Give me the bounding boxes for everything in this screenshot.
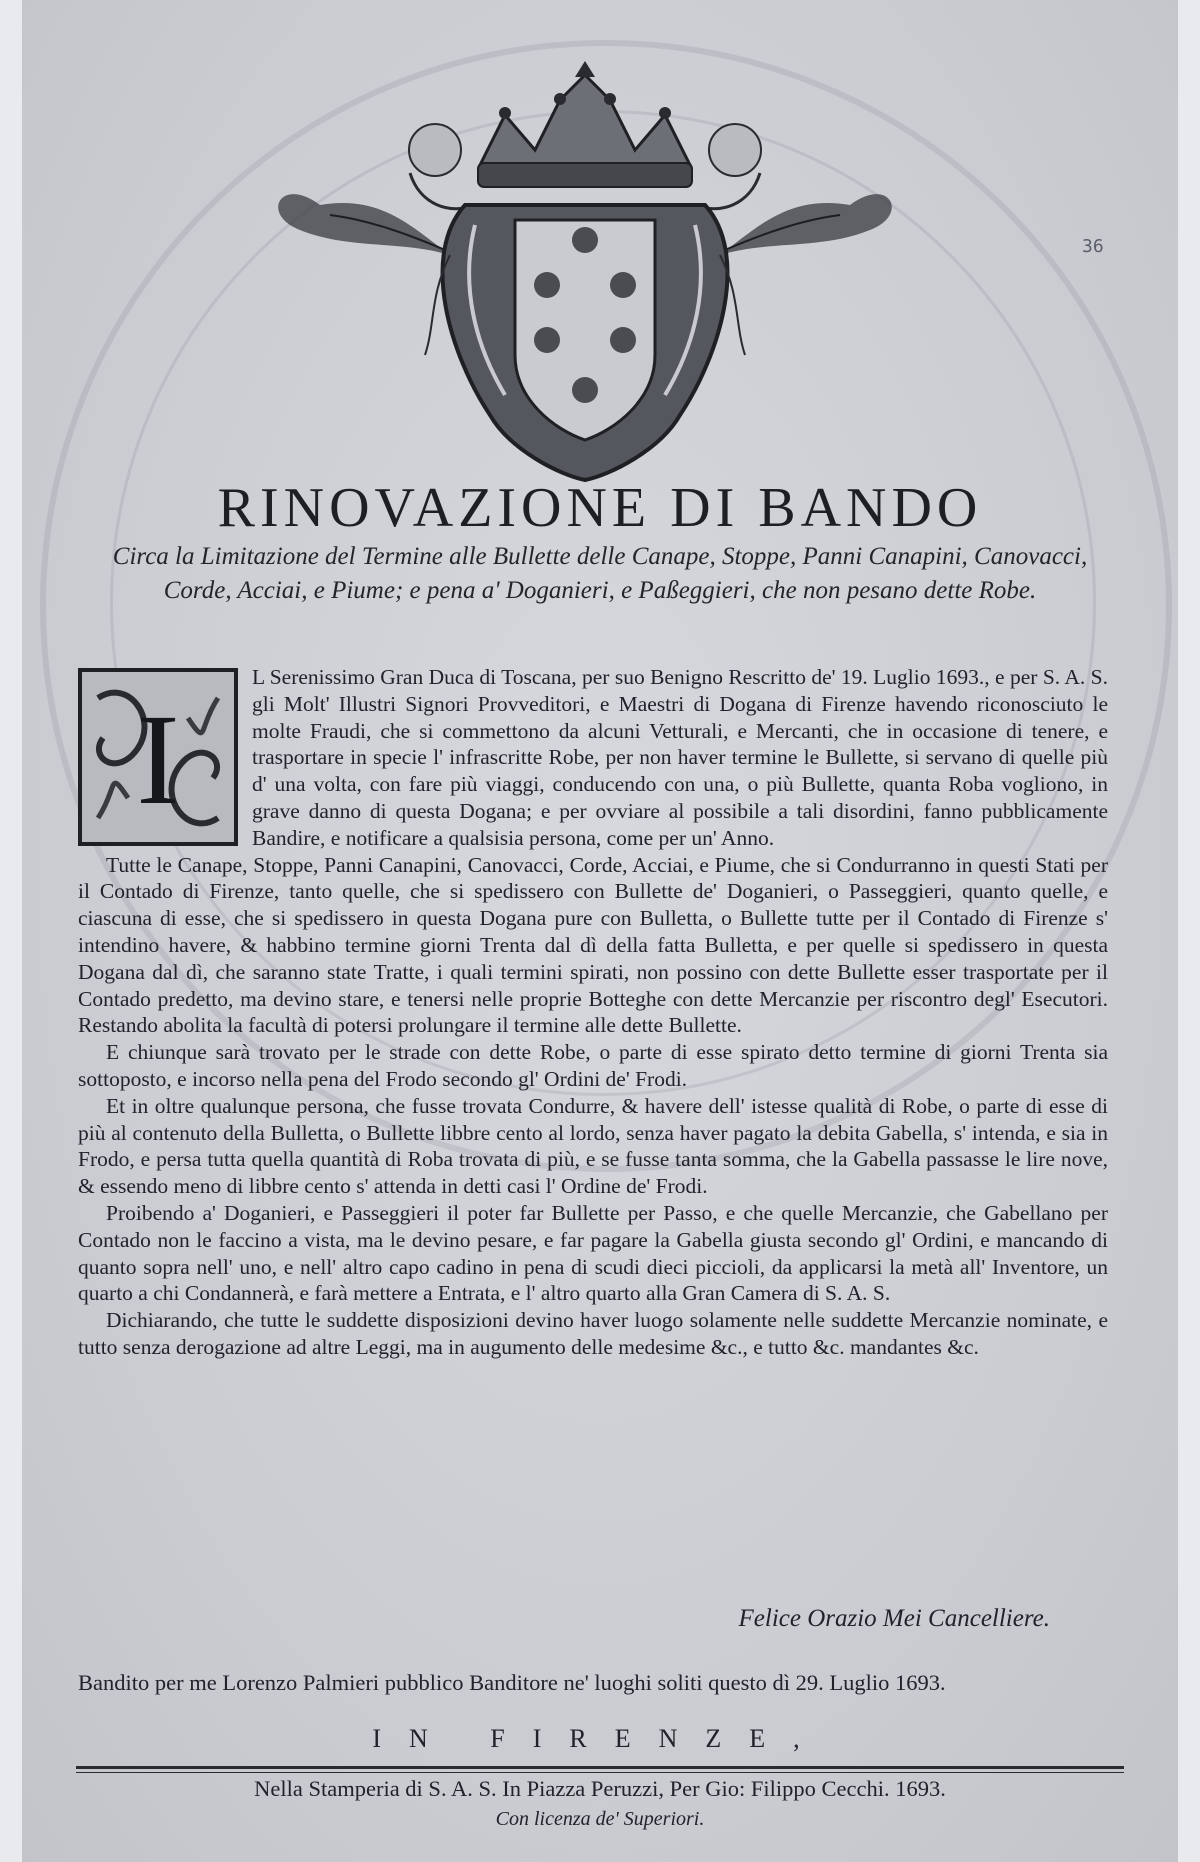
divider-rule xyxy=(76,1766,1124,1769)
paper-edge-left xyxy=(0,0,22,1862)
folio-number: 36 xyxy=(1082,236,1104,257)
paragraph-5: Proibendo a' Doganieri, e Passeggieri il poter far Bullette per Passo, e che quelle Mercanzie, che Gabellano per Contado non le faccino a vista, ma le devino pesare, e far pagare la Gabella giusta secondo gl' Ordini, e mancando di quanto sopra nell' uno, e nell' altro capo cadino in pena di scudi dieci piccioli, da applicarsi la metà all' Inventore, un quarto a chi Condannerà, e farà mettere a Entrata, e l' altro quarto alla Gran Camera di S. A. S. xyxy=(78,1200,1108,1306)
medici-crest-icon xyxy=(260,55,910,485)
paragraph-1: L Serenissimo Gran Duca di Toscana, per suo Benigno Rescritto de' 19. Luglio 1693., e per S. A. S. gli Molt' Illustri Signori Provveditori, e Maestri di Dogana di Firenze havendo riconosciuto le molte Fraudi, che si commettono da alcuni Vetturali, e Mercanti, che in occasione di tenere, e trasportare in specie l' infrascritte Robe, per non haver termine le Bullette, si servano di quelle più d' una volta, con fare più viaggi, conducendo con una, o più Bullette, quanta Roba vogliono, in grave danno di questa Dogana; e per ovviare al possibile a tali disordini, fanno pubblicamente Bandire, e notificare a qualsisia persona, come per un' Anno. xyxy=(252,665,1108,850)
place-of-issue: IN FIRENZE, xyxy=(372,1724,828,1753)
licence-line: Con licenza de' Superiori. xyxy=(495,1808,705,1830)
paper-edge-right xyxy=(1178,0,1200,1862)
decree-body xyxy=(78,664,1108,1361)
document-title: RINOVAZIONE DI BANDO xyxy=(217,477,983,539)
proclamation-line: Bandito per me Lorenzo Palmieri pubblico Banditore ne' luoghi soliti questo dì 29. Luglio 1693. xyxy=(78,1670,946,1695)
divider-rule-thin xyxy=(76,1772,1124,1773)
ornamental-initial-icon xyxy=(78,668,238,846)
chancellor-signature: Felice Orazio Mei Cancelliere. xyxy=(738,1605,1050,1632)
printer-imprint: Nella Stamperia di S. A. S. In Piazza Peruzzi, Per Gio: Filippo Cecchi. 1693. xyxy=(254,1776,946,1801)
paragraph-4: Et in oltre qualunque persona, che fusse trovata Condurre, & havere dell' istesse qualità di Robe, o parte di esse di più al contenuto della Bulletta, o Bullette libbre cento al lordo, senza haver pagato la debita Gabella, s' intenda, e sia in Frodo, e persa tutta quella quantità di Roba trovata di più, e se fusse tanta somma, che la Gabella passasse le lire nove, & essendo meno di libbre cento s' attenda in detti casi l' Ordine de' Frodi. xyxy=(78,1093,1108,1199)
document-subtitle: Circa la Limitazione del Termine alle Bullette delle Canape, Stoppe, Panni Canapini, Canovacci, Corde, Acciai, e Piume; e pena a' Doganieri, e Paßeggieri, che non pesano dette Robe. xyxy=(112,543,1088,604)
paragraph-6: Dichiarando, che tutte le suddette disposizioni devino haver luogo solamente nelle suddette Mercanzie nominate, e tutto senza derogazione ad altre Leggi, ma in augumento delle medesime &c., e tutto &c. mandantes &c. xyxy=(78,1308,1108,1359)
paragraph-2: Tutte le Canape, Stoppe, Panni Canapini, Canovacci, Corde, Acciai, e Piume, che si Condurranno in questi Stati per il Contado di Firenze, tanto quelle, che si spedissero con Bullette de' Doganieri, o Passeggieri, quanto quelle, e ciascuna di esse, che si spedissero in questa Dogana pure con Bulletta, o Bullette tutte per il Contado di Firenze s' intendino havere, & habbino termine giorni Trenta dal dì della fatta Bulletta, e per quelle si spedissero in questa Dogana dal dì, che saranno state Tratte, i quali termini spirati, non possino con dette Bullette esser trasportate per il Contado predetto, ma devino stare, e tenersi nelle proprie Botteghe con dette Mercanzie per riscontro degl' Esecutori. Restando abolita la facultà di potersi prolungare il termine alle dette Bullette. xyxy=(78,852,1108,1038)
paragraph-3: E chiunque sarà trovato per le strade con dette Robe, o parte di esse spirato detto termine di giorni Trenta sia sottoposto, e incorso nella pena del Frodo secondo gl' Ordini de' Frodi. xyxy=(78,1040,1108,1091)
initial-letter: I xyxy=(136,688,180,832)
